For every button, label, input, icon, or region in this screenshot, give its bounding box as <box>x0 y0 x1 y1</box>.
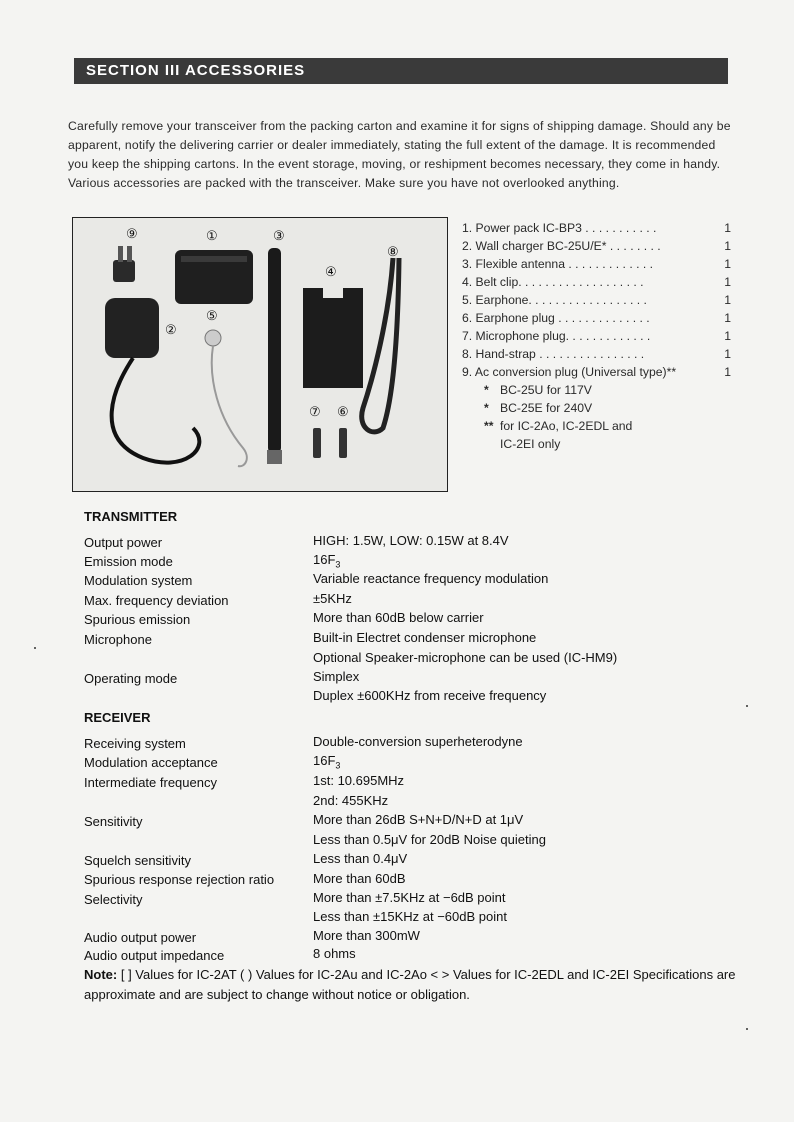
spec-value: $16F_3$ <box>313 753 341 771</box>
accessory-note: IC-2EI only <box>500 437 561 451</box>
list-item: 3. Flexible antenna . . . . . . . . . . . . . 1 <box>462 257 731 271</box>
spec-label: Modulation acceptance <box>84 755 218 770</box>
accessory-list <box>462 219 737 453</box>
spec-label: Output power <box>84 535 163 550</box>
spec-label: Operating mode <box>84 671 178 686</box>
list-item: 2. Wall charger BC-25U/E* . . . . . . . . 1 <box>462 239 731 253</box>
callout-2: ② <box>165 322 177 337</box>
specification-note <box>84 965 744 1005</box>
list-item: 4. Belt clip. . . . . . . . . . . . . . . . . . . 1 <box>462 275 731 289</box>
spec-label: Max. frequency deviation <box>84 593 229 608</box>
scan-speck <box>746 705 748 707</box>
list-item: 8. Hand-strap . . . . . . . . . . . . . . . . 1 <box>462 347 731 361</box>
spec-value: Simplex <box>313 669 360 684</box>
callout-9: ⑨ <box>126 226 138 241</box>
spec-value: 2nd: 455KHz <box>313 793 389 808</box>
spec-value: Less than 0.4μV <box>313 851 408 866</box>
spec-value: HIGH: 1.5W, LOW: 0.15W at 8.4V <box>313 533 509 548</box>
note-label: Note: <box>84 967 118 982</box>
intro-paragraph: Carefully remove your transceiver from the packing carton and examine it for signs of shipping damage. Should any be apparent, notify the delivering carrier or dealer immediately, stating the full extent of the damage. It is recommended you keep the shipping cartons. In the event storage, moving, or reshipment becomes necessary, they come in handy. Various accessories are packed with the transceiver. Make sure you have not overlooked anything. <box>68 119 731 190</box>
callout-8: ⑧ <box>387 244 399 259</box>
spec-value: More than 60dB below carrier <box>313 610 484 625</box>
spec-value: ±5KHz <box>313 591 352 606</box>
spec-value: 1st: 10.695MHz <box>313 773 405 788</box>
accessory-note: * BC-25U for 117V <box>484 383 592 397</box>
section-title: SECTION III ACCESSORIES <box>86 62 306 79</box>
callout-7: ⑦ <box>309 404 321 419</box>
callout-5: ⑤ <box>206 308 218 323</box>
spec-label: Spurious response rejection ratio <box>84 872 275 887</box>
spec-value: Variable reactance frequency modulation <box>313 571 549 586</box>
spec-label: Audio output impedance <box>84 948 225 963</box>
spec-value: Built-in Electret condenser microphone <box>313 630 537 645</box>
spec-label: Sensitivity <box>84 814 143 829</box>
spec-label: Intermediate frequency <box>84 775 217 790</box>
list-item: 7. Microphone plug. . . . . . . . . . . . . 1 <box>462 329 731 343</box>
spec-label: Spurious emission <box>84 612 191 627</box>
spec-value: More than ±7.5KHz at −6dB point <box>313 890 506 905</box>
list-item: 6. Earphone plug . . . . . . . . . . . . . . 1 <box>462 311 731 325</box>
spec-value: $16F_3$ <box>313 552 341 570</box>
accessory-note: * BC-25E for 240V <box>484 401 593 415</box>
spec-value: Less than 0.5μV for 20dB Noise quieting <box>313 832 546 847</box>
spec-value: Double-conversion superheterodyne <box>313 734 523 749</box>
spec-label: Audio output power <box>84 930 197 945</box>
note-text: [ ] Values for IC-2AT ( ) Values for IC-2Au and IC-2Ao < > Values for IC-2EDL and IC-2EI Specifications are approximate and are subject to change without notice or obligation. <box>84 967 736 1002</box>
accessories-photo <box>72 217 448 492</box>
callout-3: ③ <box>273 228 285 243</box>
spec-label: Microphone <box>84 632 152 647</box>
spec-label: Receiving system <box>84 736 186 751</box>
spec-value: Duplex ±600KHz from receive frequency <box>313 688 547 703</box>
list-item: 1. Power pack IC-BP3 . . . . . . . . . . . 1 <box>462 221 731 235</box>
accessory-note: ** for IC-2Ao, IC-2EDL and <box>484 419 633 433</box>
scan-speck <box>34 647 36 649</box>
receiver-heading: RECEIVER <box>84 710 151 725</box>
callout-6: ⑥ <box>337 404 349 419</box>
spec-value: 8 ohms <box>313 946 356 961</box>
spec-label: Selectivity <box>84 892 143 907</box>
spec-value: More than 26dB S+N+D/N+D at 1μV <box>313 812 524 827</box>
section-banner <box>74 58 728 84</box>
spec-label: Emission mode <box>84 554 173 569</box>
spec-value: Optional Speaker-microphone can be used (IC-HM9) <box>313 650 618 665</box>
scan-speck <box>746 1028 748 1030</box>
list-item: 9. Ac conversion plug (Universal type)** 1 <box>462 365 731 379</box>
list-item: 5. Earphone. . . . . . . . . . . . . . . . . . 1 <box>462 293 731 307</box>
callout-1: ① <box>206 228 218 243</box>
spec-value: More than 60dB <box>313 871 406 886</box>
spec-label: Modulation system <box>84 573 193 588</box>
transmitter-heading: TRANSMITTER <box>84 509 178 524</box>
spec-label: Squelch sensitivity <box>84 853 191 868</box>
callout-4: ④ <box>325 264 337 279</box>
spec-value: More than 300mW <box>313 928 420 943</box>
spec-value: Less than ±15KHz at −60dB point <box>313 909 507 924</box>
